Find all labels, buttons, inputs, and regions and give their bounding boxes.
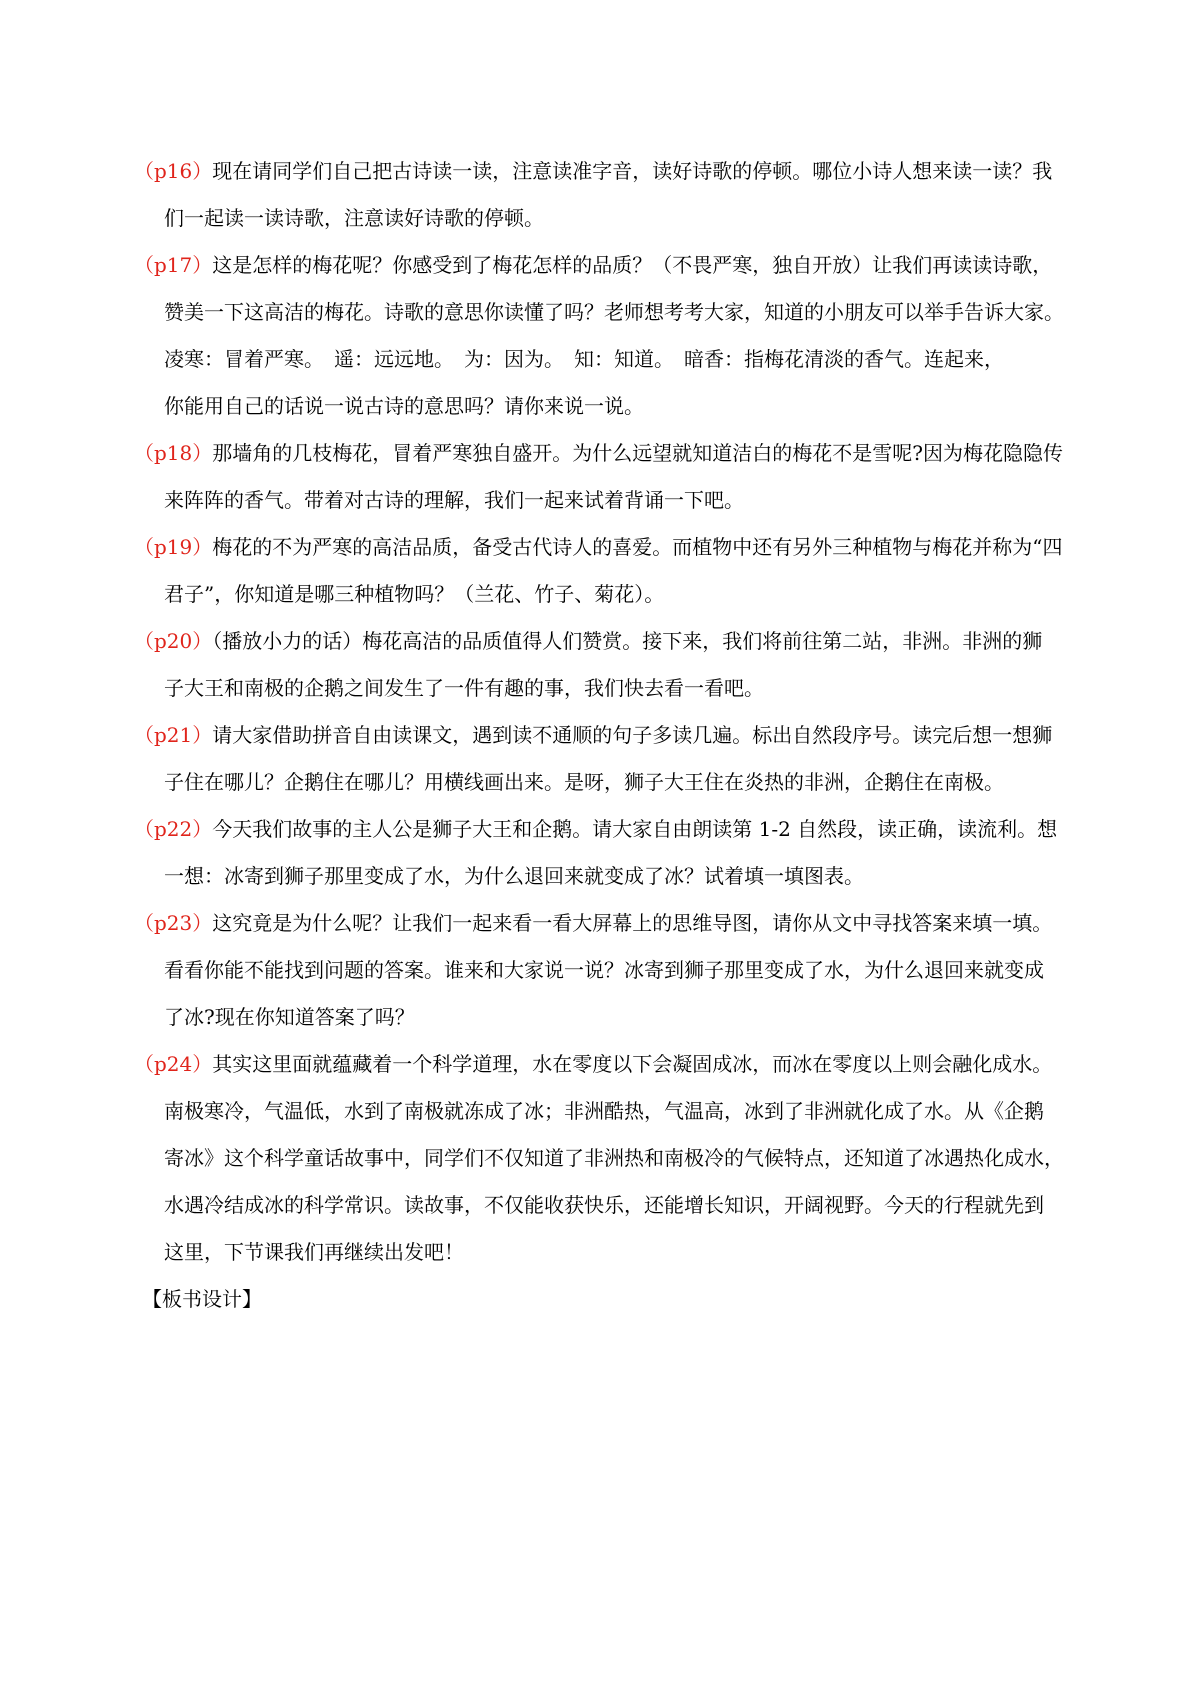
paragraph-continuation: 赞美一下这高洁的梅花。诗歌的意思你读懂了吗？老师想考考大家，知道的小朋友可以举手告诉大家。	[164, 300, 1064, 324]
paragraph-continuation: 水遇冷结成冰的科学常识。读故事，不仅能收获快乐，还能增长知识，开阔视野。今天的行程就先到	[164, 1193, 1044, 1217]
paragraph-p21	[134, 712, 1094, 806]
paragraph-continuation: 来阵阵的香气。带着对古诗的理解，我们一起来试着背诵一下吧。	[164, 488, 744, 512]
page-marker-p17: （p17）	[134, 253, 213, 277]
page-marker-p24: （p24）	[134, 1052, 213, 1076]
paragraph-continuation: 看看你能不能找到问题的答案。谁来和大家说一说？冰寄到狮子那里变成了水，为什么退回来就变成	[164, 958, 1044, 982]
paragraph-text: （播放小力的话）梅花高洁的品质值得人们赞赏。接下来，我们将前往第二站，非洲。非洲的狮	[212, 629, 1043, 653]
paragraph-p16	[134, 148, 1094, 242]
paragraph-p20	[134, 618, 1094, 712]
paragraph-p18	[134, 430, 1094, 524]
paragraph-continuation: 们一起读一读诗歌，注意读好诗歌的停顿。	[164, 206, 544, 230]
paragraph-continuation: 子住在哪儿？企鹅住在哪儿？用横线画出来。是呀，狮子大王住在炎热的非洲，企鹅住在南极。	[164, 770, 1004, 794]
page-marker-p23: （p23）	[134, 911, 213, 935]
paragraph-text: 那墙角的几枝梅花，冒着严寒独自盛开。为什么远望就知道洁白的梅花不是雪呢?因为梅花隐隐传	[212, 441, 1063, 465]
paragraph-continuation: 了冰?现在你知道答案了吗？	[164, 1005, 415, 1029]
paragraph-text: 梅花的不为严寒的高洁品质，备受古代诗人的喜爱。而植物中还有另外三种植物与梅花并称为“四	[212, 535, 1063, 559]
paragraph-p19	[134, 524, 1094, 618]
paragraph-p23	[134, 900, 1094, 1041]
paragraph-continuation: 凌寒：冒着严寒。 遥：远远地。 为：因为。 知：知道。 暗香：指梅花清淡的香气。连起来，	[164, 347, 1004, 371]
paragraph-text: 现在请同学们自己把古诗读一读，注意读准字音，读好诗歌的停顿。哪位小诗人想来读一读？我	[212, 159, 1053, 183]
paragraph-p22	[134, 806, 1094, 900]
page-marker-p18: （p18）	[134, 441, 213, 465]
paragraph-continuation: 一想：冰寄到狮子那里变成了水，为什么退回来就变成了冰？试着填一填图表。	[164, 864, 864, 888]
page-marker-p19: （p19）	[134, 535, 213, 559]
paragraph-text: 这是怎样的梅花呢？你感受到了梅花怎样的品质？（不畏严寒，独自开放）让我们再读读诗歌，	[212, 253, 1053, 277]
section-heading-board-design: 【板书设计】	[142, 1287, 262, 1311]
paragraph-text: 今天我们故事的主人公是狮子大王和企鹅。请大家自由朗读第 1-2 自然段，读正确，读流利。想	[212, 817, 1058, 841]
page-marker-p20: （p20）	[134, 629, 213, 653]
paragraph-text: 其实这里面就蕴藏着一个科学道理，水在零度以下会凝固成冰，而冰在零度以上则会融化成水。	[212, 1052, 1053, 1076]
paragraph-p17	[134, 242, 1094, 430]
page-marker-p16: （p16）	[134, 159, 213, 183]
document-page	[134, 148, 1094, 1323]
paragraph-continuation: 这里，下节课我们再继续出发吧！	[164, 1240, 464, 1264]
paragraph-p24	[134, 1041, 1094, 1276]
paragraph-text: 这究竟是为什么呢？让我们一起来看一看大屏幕上的思维导图，请你从文中寻找答案来填一填。	[212, 911, 1053, 935]
paragraph-continuation: 子大王和南极的企鹅之间发生了一件有趣的事，我们快去看一看吧。	[164, 676, 764, 700]
page-marker-p21: （p21）	[134, 723, 213, 747]
paragraph-text: 请大家借助拼音自由读课文，遇到读不通顺的句子多读几遍。标出自然段序号。读完后想一想狮	[212, 723, 1053, 747]
paragraph-continuation: 寄冰》这个科学童话故事中，同学们不仅知道了非洲热和南极冷的气候特点，还知道了冰遇热化成水，	[164, 1146, 1064, 1170]
paragraph-continuation: 南极寒冷，气温低，水到了南极就冻成了冰；非洲酷热，气温高，冰到了非洲就化成了水。从《企鹅	[164, 1099, 1044, 1123]
paragraph-continuation: 你能用自己的话说一说古诗的意思吗？请你来说一说。	[164, 394, 644, 418]
page-marker-p22: （p22）	[134, 817, 213, 841]
paragraph-continuation: 君子”，你知道是哪三种植物吗？（兰花、竹子、菊花）。	[164, 582, 665, 606]
